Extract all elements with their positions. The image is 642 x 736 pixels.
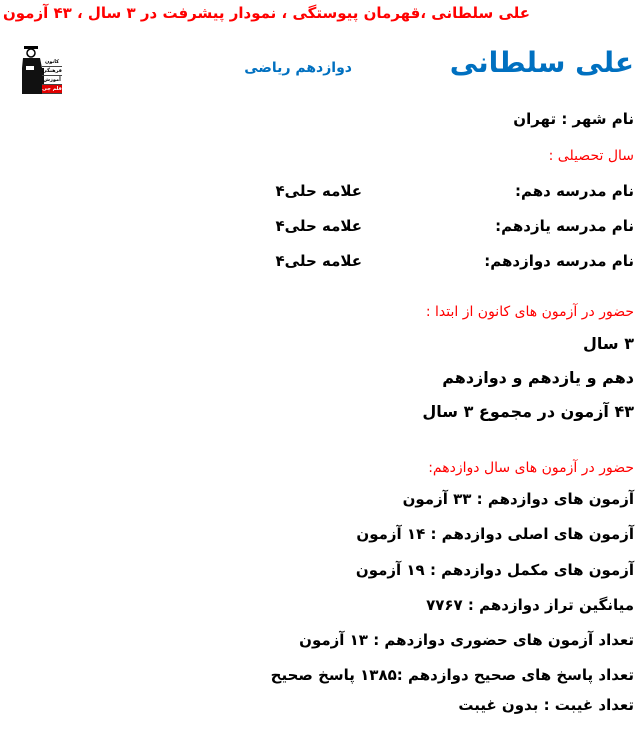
grade12-item: آزمون های اصلی دوازدهم : ۱۴ آزمون xyxy=(356,525,634,543)
student-name: علی سلطانی xyxy=(449,46,634,79)
history-item: ۳ سال xyxy=(583,334,634,353)
grade-field: دوازدهم ریاضی xyxy=(244,60,352,76)
school-11-label: نام مدرسه یازدهم: xyxy=(495,217,634,235)
grade12-item: تعداد غیبت : بدون غیبت xyxy=(458,696,634,714)
kanoon-logo-icon xyxy=(20,44,62,96)
grade12-item: میانگین تراز دوازدهم : ۷۷۶۷ xyxy=(426,596,634,614)
grade12-item: آزمون های مکمل دوازدهم : ۱۹ آزمون xyxy=(355,561,634,579)
school-12-value: علامه حلی۴ xyxy=(275,252,362,270)
school-11-value: علامه حلی۴ xyxy=(275,217,362,235)
school-12-label: نام مدرسه دوازدهم: xyxy=(484,252,634,270)
grade12-item: آزمون های دوازدهم : ۳۳ آزمون xyxy=(402,490,634,508)
history-item: ۴۳ آزمون در مجموع ۳ سال xyxy=(422,402,634,421)
logo-labels: کانون فرهنگی آموزش قلم چی xyxy=(42,59,62,92)
history-heading: حضور در آزمون های کانون از ابتدا : xyxy=(425,304,634,320)
grade12-item: تعداد پاسخ های صحیح دوازدهم :۱۳۸۵ پاسخ صحیح xyxy=(270,666,634,684)
grade12-heading: حضور در آزمون های سال دوازدهم: xyxy=(428,460,634,476)
grade12-item: تعداد آزمون های حضوری دوازدهم : ۱۳ آزمون xyxy=(299,631,634,649)
history-item: دهم و یازدهم و دوازدهم xyxy=(442,368,634,387)
school-10-label: نام مدرسه دهم: xyxy=(515,182,634,200)
city-line: نام شهر : تهران xyxy=(513,110,634,128)
school-10-value: علامه حلی۴ xyxy=(275,182,362,200)
graduate-figure-icon xyxy=(20,44,44,96)
academic-years-heading: سال تحصیلی : xyxy=(548,148,634,164)
page-title: علی سلطانی ،قهرمان پیوستگی ، نمودار پیشرفت در ۳ سال ، ۴۳ آزمون xyxy=(2,4,530,22)
